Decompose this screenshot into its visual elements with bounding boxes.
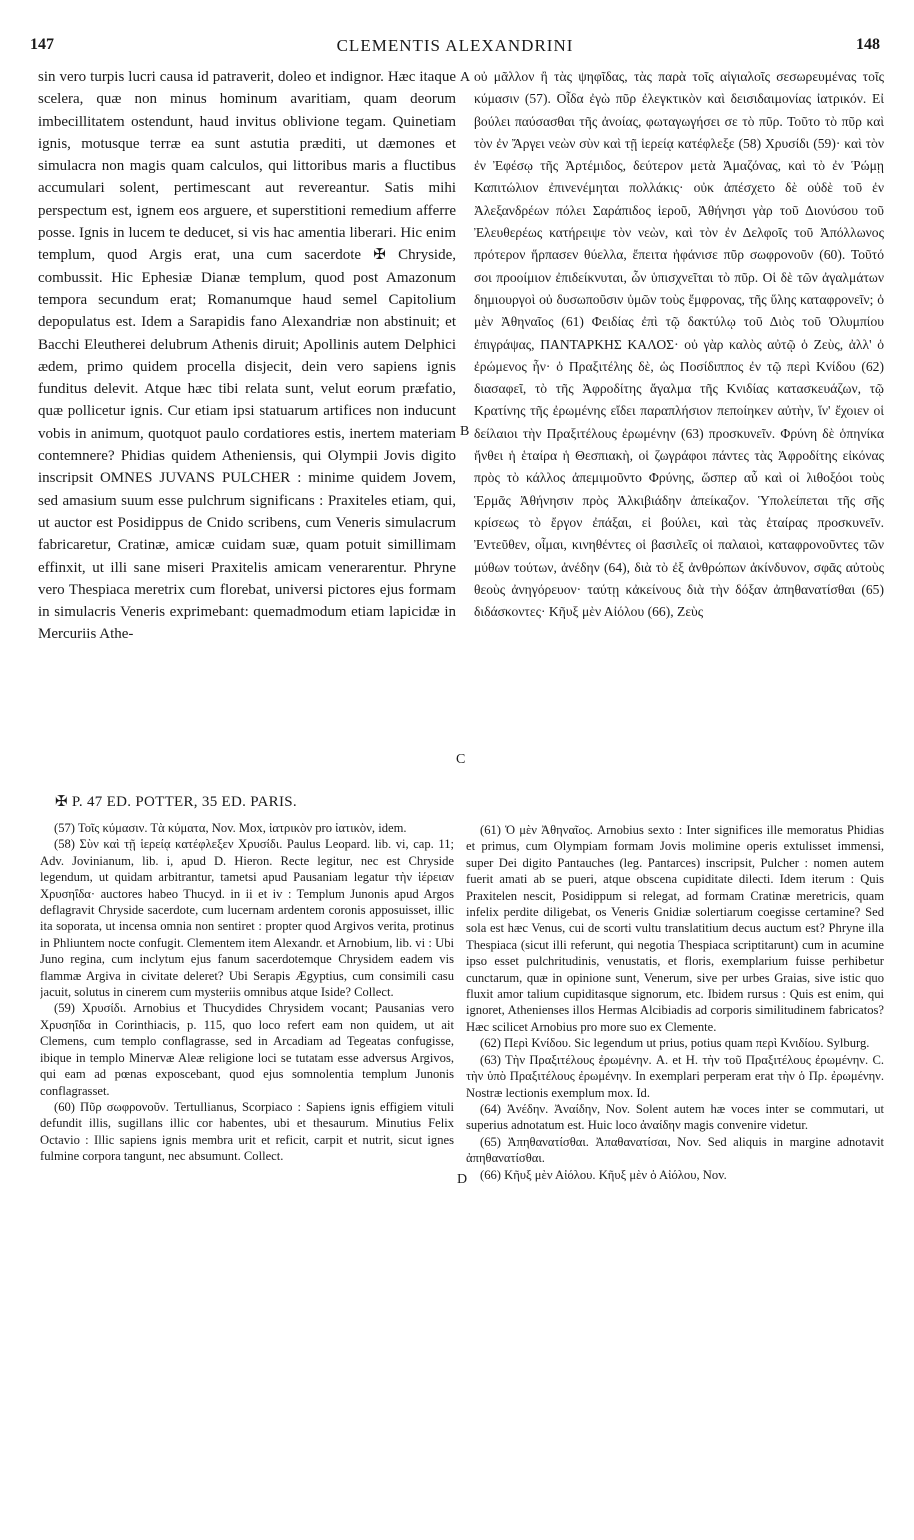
running-title: CLEMENTIS ALEXANDRINI: [336, 36, 574, 55]
margin-marker-b: B: [460, 424, 470, 439]
footnote-66: (66) Κῆυξ μὲν Αἰόλου. Κῆυξ μὲν ὁ Αἰόλου, Nov.: [480, 1167, 727, 1182]
footnote-61: (61) Ὁ μὲν Ἀθηναῖος. Arnobius sexto : Inter significes ille memoratus Phidias et primus, cum Olympiam formam Jovis molimine operis extulisset immensi, super Dei digito Pantauches (leg. Pantarces) inscripsit, Pulcher : nomen autem fuerit amati ab se pueri, atque obscena cupiditate dilecti. Idem iterum : Quis Praxitelen nescit, Posidippum si relegat, ad formam Cratinæ meretricis, quam infelix perdite diligebat, os Veneris Gnidiæ solertiarum coegisse certamine? Sed sola est hæc Venus, cui de scorti vultu translatitium decus auctum est? Phryne illa Thespiaca (sicut illi referunt, qui negotia Thespiaca scriptitarunt) cum in acumine ipso esset pulchritudinis, venustatis, et floris, exemplarium fuisse perhibetur cunctarum, quæ in opinione sunt, Venerum, sive per urbes Graias, sive istic quo fluxit amor talium cupiditasque signorum, etc. Ibidem rursus : Quis est enim, qui ignoret, Athenienses illos Hermas Alcibiadis ad corporis similitudinem fabricatos? Hæc scilicet Arnobius pro more suo ex Clemente.: [466, 823, 884, 1034]
footnote-65: (65) Ἀπηθανατίσθαι. Ἀπαθανατίσαι, Nov. Sed aliquis in margine adnotavit ἀπηθανατίσθαι.: [466, 1134, 884, 1166]
page-number-left: 147: [30, 36, 54, 53]
footnote-63: (63) Τὴν Πραξιτέλους ἐρωμένην. A. et H. τὴν τοῦ Πραξιτέλους ἐρωμένην. C. τὴν ὑπὸ Πραξιτέλους ἐρωμένην. In exemplari perperam erat τὴν ὁ Πρ. ἐρωμένην. Nostræ lectionis exemplum mox. Id.: [466, 1052, 884, 1100]
greek-text: οὐ μᾶλλον ἢ τὰς ψηφῖδας, τὰς παρὰ τοῖς αἰγιαλοῖς σεσωρευμένας τοῖς κύμασιν (57). Οἶδα ἐγὼ πῦρ ἐλεγκτικὸν καὶ δεισιδαιμονίας ἰατρικόν. Εἰ βούλει παύσασθαι τῆς ἀνοίας, φωταγωγήσει σε τὸ πῦρ. Τοῦτο τὸ πῦρ καὶ τὸν ἐν Ἄργει νεὼν σὺν καὶ τῇ ἱερείᾳ κατέφλεξε (58) Χρυσίδι (59)· καὶ τὸν ἐν Ἐφέσῳ τῆς Ἀρτέμιδος, δεύτερον μετὰ Ἀμαζόνας, καὶ τὸ ἐν Ῥώμῃ Καπιτώλιον ἐπινενέμηται πολλάκις· οὐκ ἀπέσχετο δὲ οὐδὲ τοῦ ἐν Ἀλεξανδρέων πόλει Σαράπιδος ἱεροῦ, Ἀθήνησι γὰρ τοῦ Διονύσου τοῦ Ἐλευθερέως κατήρειψε τὸν νεὼν, καὶ τὸν ἐν Δελφοῖς τοῦ Ἀπόλλωνος πρότερον ἥρπασεν θύελλα, ἔπειτα ἠφάνισε πῦρ σωφρονοῦν (60). Τοῦτό σοι προοίμιον ἐπιδείκνυται, ὧν ὑπισχνεῖται τὸ πῦρ. Οἱ δὲ τῶν ἀγαλμάτων δημιουργοὶ οὐ δυσωποῦσιν ὑμῶν τοὺς ἔμφρονας, τῆς ὕλης καταφρονεῖν; ὁ μὲν Ἀθηναῖος (61) Φειδίας ἐπὶ τῷ δακτύλῳ τοῦ Διὸς τοῦ Ὀλυμπίου ἐπιγράψας, ΠΑΝΤΑΡΚΗΣ ΚΑΛΟΣ· οὐ γὰρ καλὸς αὐτῷ ὁ Ζεὺς, ἀλλ' ὁ ἐρώμενος ἦν· ὁ Πραξιτέλης δὲ, ὡς Ποσίδιππος ἐν τῷ περὶ Κνίδου (62) διασαφεῖ, τὸ τῆς Ἀφροδίτης ἄγαλμα τῆς Κνιδίας κατασκευάζων, τῷ Κρατίνης τῆς ἐρωμένης εἴδει παραπλήσιον πεποίηκεν αὐτὴν, ἵν' ἔχοιεν οἱ δείλαιοι τὴν Πραξιτέλους ἐρωμένην (63) προσκυνεῖν. Φρύνη δὲ ὁπηνίκα ἤνθει ἡ ἑταίρα ἡ Θεσπιακὴ, οἱ ζωγράφοι πάντες τὰς Ἀφροδίτης εἰκόνας πρὸς τὸ κάλλος ἀπεμιμοῦντο Φρύνης, ὥσπερ αὖ καὶ οἱ λιθοξόοι τοὺς Ἑρμᾶς Ἀθήνησιν πρὸς Ἀλκιβιάδην ἀπείκαζον. Ὑπολείπεται τῆς σῆς κρίσεως τὸ ἔργον ἐπάξαι, εἰ βούλει, καὶ τὰς ἑταίρας προσκυνεῖν. Ἐντεῦθεν, οἶμαι, κινηθέντες οἱ βασιλεῖς οἱ παλαιοὶ, καταφρονοῦντες τῶν μύθων τούτων, ἀνέδην (64), διὰ τὸ ἐξ ἀνθρώπων ἀκίνδυνον, σφᾶς αὐτοὺς θεοὺς ἀνηγόρευον· ταύτῃ κἀκείνους διὰ τὴν δόξαν ἀπηθανατίσθαι (65) διδάσκοντες· Κῆυξ μὲν Αἰόλου (66), Ζεὺς: [474, 69, 884, 620]
page-number-right: 148: [856, 36, 880, 53]
margin-marker-a: A: [460, 70, 471, 85]
footnote-64: (64) Ἀνέδην. Ἀναίδην, Nov. Solent autem hæ voces inter se commutari, ut superius adnotatum est. Huic loco ἀναίδην magis convenire videtur.: [466, 1101, 884, 1133]
footnote-62: (62) Περὶ Κνίδου. Sic legendum ut prius, potius quam περὶ Κνιδίου. Sylburg.: [480, 1036, 870, 1051]
margin-marker-c: C: [456, 752, 466, 767]
footnotes-left: [40, 820, 454, 1520]
footnote-60: (60) Πῦρ σωφρονοῦν. Tertullianus, Scorpiaco : Sapiens ignis effigiem vituli defundit illis, sugillans illic cor habentes, ubi et thesaurum. Minutius Felix Octavio : Illic sapiens ignis membra urit et reficit, carpit et nutrit, sicut ignes fulmine corpora tangunt, nec absumunt. Collect.: [40, 1099, 454, 1164]
greek-column: [474, 66, 884, 786]
latin-text: sin vero turpis lucri causa id patraverit, doleo et indignor. Hæc itaque scelera, quæ non minus hominum avaritiam, quam deorum imbecillitatem ostendunt, haud invitus oblivione tegam. Quinetiam ignis, motusque terræ ea sunt astutia præditi, ut dæmones et simulacra non magis quam calculos, qui littoribus maris a fluctibus accumulari solent, pertimescant aut revereantur. Satis mihi perspectum est, ignem eos arguere, et superstitioni remedium afferre posse. Ignis in lucem te deducet, si vis hac amentia liberari. Hic enim templum, quod Argis erat, una cum sacerdote ✠ Chryside, combussit. Hic Ephesiæ Dianæ templum, quod post Amazonum tempora secundum erat; Romanumque haud semel Capitolium depopulatus est. Idem a Sarapidis fano Alexandriæ non abstinuit; et Bacchi Eleutherei delubrum Athenis diruit; Apollinis autem Delphici ædem, primo quidem procella disjecit, dein vero sapiens ignis funditus delevit. Atque hæc tibi relata sunt, velut eorum præfatio, quæ pollicetur ignis. Cur etiam ipsi statuarum artifices non inducunt vobis in animum, quotquot paulo cordatiores estis, inertem materiam contemnere? Phidias quidem Atheniensis, qui Olympii Jovis digito inscripsit OMNES JUVANS PULCHER : minime quidem Jovem, sed amasium suum esse pulchrum significans : Praxiteles etiam, qui, ut auctor est Posidippus de Cnido scribens, cum Veneris simulacrum fabricaretur, Cratinæ, amicæ cuidam suæ, quam potuit simillimam effinxit, ut illi sane miseri Praxitelis amicam venerarentur. Phryne vero Thespiaca meretrix cum florebat, universi pictores ejus formam in simulacris Veneris exprimebant: quemadmodum etiam lapicidæ in Mercuriis Athe-: [38, 69, 456, 643]
latin-column: [38, 66, 456, 786]
margin-marker-d: D: [457, 1172, 468, 1187]
edition-reference: ✠ P. 47 ED. POTTER, 35 ED. PARIS.: [55, 794, 297, 810]
footnote-59: (59) Χρυσίδι. Arnobius et Thucydides Chrysidem vocant; Pausanias vero Χρυσηΐδα in Corinthiacis, p. 115, quo loco refert eam non quidem, ut ait Clemens, cum templo conflagrasse, sed in Arcadiam ad Tegeatas confugisse, ibique in templo Minervæ Aleæ religione loci se tutatam esse adversus Argivos, qui eam ad pœnas exposcebant, quod ejus somnolentia templum Junonis conflagrasset.: [40, 1001, 454, 1098]
footnotes-right: [466, 822, 884, 1522]
footnote-57: (57) Τοῖς κύμασιν. Τὰ κύματα, Nov. Mox, ἰατρικὸν pro ἰατικὸν, idem.: [54, 821, 407, 835]
footnote-58: (58) Σὺν καὶ τῇ ἱερείᾳ κατέφλεξεν Χρυσίδι. Paulus Leopard. lib. vi, cap. 11; Adv. Jovinianum, lib. i, apud D. Hieron. Recte legitur, nec est Chryside legendum, ut quidam arbitrantur, tametsi apud Pausaniam legatur τὴν ἱέρειαν Χρυσηΐδα· auctores habeo Thucyd. in ii et iv : Templum Junonis apud Argos deflagravit Chryside sacerdote, cum lucernam ardentem coronis apposuisset, illic ita soporata, ut incensa omnia non sentiret : propter quod Argivos verita, protinus in Phliuntem nocte confugit. Clementem item Alexandr. et Arnobium, lib. vi : Ubi Juno regina, cum inclytum ejus fanum sacerdotemque Chrysidem eadem vis flammæ Argiva in civitate deleret? Ubi Serapis Ægyptius, cum consimili casu jacuit, solutus in cinerem cum mysteriis omnibus atque Iside? Collect.: [40, 837, 454, 1000]
page-header: [30, 36, 880, 60]
